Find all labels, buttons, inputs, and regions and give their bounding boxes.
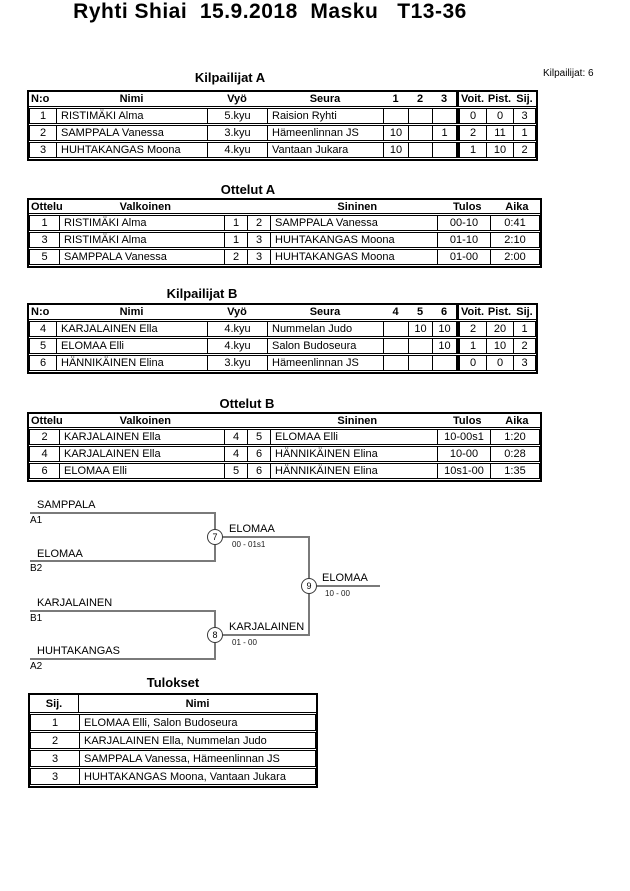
cell-result: 10s1-00 <box>438 464 491 478</box>
cell-m2: 10 <box>409 322 433 336</box>
cell-m2 <box>409 143 433 157</box>
cell-time: 1:35 <box>504 465 526 477</box>
section-title-matches-a: Ottelut A <box>220 182 276 197</box>
cell-m2 <box>409 356 433 370</box>
col-header-blue: Sininen <box>337 200 378 213</box>
section-title-results: Tulokset <box>146 675 200 690</box>
cell-name: SAMPPALA Vanessa, Hämeenlinnan JS <box>84 752 280 765</box>
cell-belt: 5.kyu <box>208 109 268 123</box>
col-header-m3: 3 <box>440 93 448 105</box>
bracket-line <box>30 658 216 660</box>
competitors-count: Kilpailijat: 6 <box>543 68 594 79</box>
bracket-seed-label: B2 <box>30 563 43 574</box>
col-header-blue: Sininen <box>337 414 378 427</box>
cell-place: 2 <box>521 144 528 156</box>
match-number-circle: 9 <box>301 578 317 594</box>
cell-name: RISTIMÄKI Alma <box>57 109 208 123</box>
cell-belt: 4.kyu <box>208 339 268 353</box>
cell-m3 <box>433 356 457 370</box>
col-header-spacer <box>228 414 251 427</box>
cell-m1 <box>384 339 409 353</box>
cell-blue-no: 6 <box>248 464 271 478</box>
col-header-club: Seura <box>309 93 341 105</box>
pool-a-header-row <box>29 92 536 107</box>
section-title-matches-b: Ottelut B <box>219 396 275 411</box>
result-row <box>30 750 316 767</box>
cell-match-no: 4 <box>30 447 60 461</box>
bracket-slot-name: ELOMAA <box>37 548 83 560</box>
cell-points: 10 <box>487 339 514 353</box>
col-header-result: Tulos <box>453 200 482 213</box>
match-number-circle: 8 <box>207 627 223 643</box>
col-header-match: Ottelu <box>31 200 63 213</box>
col-header-club: Seura <box>309 306 341 318</box>
cell-wins: 0 <box>457 356 487 370</box>
cell-points: 0 <box>487 109 514 123</box>
cell-belt: 3.kyu <box>208 356 268 370</box>
cell-blue-no: 5 <box>248 430 271 444</box>
cell-wins: 2 <box>457 126 487 140</box>
match-row <box>29 249 540 265</box>
cell-m2 <box>409 126 433 140</box>
pool-b-table <box>27 303 538 374</box>
cell-no: 1 <box>30 109 57 123</box>
cell-wins: 2 <box>457 322 487 336</box>
bracket-line <box>30 512 216 514</box>
col-header-spacer <box>228 200 251 213</box>
cell-time: 2:10 <box>504 234 526 246</box>
cell-name: SAMPPALA Vanessa <box>57 126 208 140</box>
cell-m1 <box>384 322 409 336</box>
cell-place: 3 <box>521 357 528 369</box>
cell-match-no: 1 <box>30 216 60 230</box>
cell-name: HÄNNIKÄINEN Elina <box>57 356 208 370</box>
cell-white-no: 1 <box>225 216 248 230</box>
cell-white: KARJALAINEN Ella <box>60 430 225 444</box>
cell-white: RISTIMÄKI Alma <box>60 233 225 247</box>
cell-place: 1 <box>31 715 80 730</box>
cell-blue-no: 3 <box>248 233 271 247</box>
col-header-m1: 1 <box>392 93 399 105</box>
cell-name: KARJALAINEN Ella <box>57 322 208 336</box>
competitor-row <box>29 142 536 158</box>
bracket-slot-name: SAMPPALA <box>37 499 96 511</box>
col-header-time: Aika <box>505 200 529 213</box>
col-header-m2: 2 <box>416 93 424 105</box>
result-row <box>30 732 316 749</box>
match-row <box>29 463 540 479</box>
page-title: Ryhti Shiai 15.9.2018 Masku T13-36 <box>73 0 467 23</box>
cell-wins: 0 <box>457 109 487 123</box>
cell-match-no: 3 <box>30 233 60 247</box>
cell-match-no: 5 <box>30 250 60 264</box>
cell-points: 20 <box>487 322 514 336</box>
cell-white-no: 5 <box>225 464 248 478</box>
col-header-place: Sij. <box>516 306 533 318</box>
col-header-m3: 6 <box>440 306 448 318</box>
cell-m1: 10 <box>384 143 409 157</box>
col-header-m1: 4 <box>392 306 399 318</box>
cell-blue: HÄNNIKÄINEN Elina <box>271 464 438 478</box>
bracket-winner-name: ELOMAA <box>229 523 275 535</box>
cell-white-no: 4 <box>225 447 248 461</box>
cell-club: Nummelan Judo <box>268 322 384 336</box>
competitor-row <box>29 338 536 354</box>
cell-place: 3 <box>31 769 80 784</box>
cell-no: 6 <box>30 356 57 370</box>
bracket-seed-label: A1 <box>30 515 43 526</box>
col-header-white: Valkoinen <box>119 200 171 213</box>
cell-place: 2 <box>31 733 80 748</box>
bracket-match-score: 10 - 00 <box>325 589 350 598</box>
cell-match-no: 6 <box>30 464 60 478</box>
cell-place: 3 <box>31 751 80 766</box>
bracket-winner-name: KARJALAINEN <box>229 621 305 633</box>
cell-points: 10 <box>487 143 514 157</box>
cell-club: Raision Ryhti <box>268 109 384 123</box>
cell-white: SAMPPALA Vanessa <box>60 250 225 264</box>
cell-blue: HÄNNIKÄINEN Elina <box>271 447 438 461</box>
col-header-spacer <box>251 414 274 427</box>
col-header-name: Nimi <box>119 93 144 105</box>
cell-points: 0 <box>487 356 514 370</box>
bracket-seed-label: A2 <box>30 661 43 672</box>
col-header-no: N:o <box>31 306 50 318</box>
matches-b-header-row <box>29 414 540 428</box>
col-header-wins: Voit. <box>456 92 486 106</box>
col-header-name: Nimi <box>119 306 144 318</box>
cell-result: 10-00 <box>438 447 491 461</box>
col-header-place: Sij. <box>516 93 533 105</box>
col-header-time: Aika <box>505 414 529 427</box>
cell-blue: SAMPPALA Vanessa <box>271 216 438 230</box>
cell-no: 3 <box>30 143 57 157</box>
cell-club: Salon Budoseura <box>268 339 384 353</box>
col-header-name: Nimi <box>185 697 210 710</box>
cell-white: ELOMAA Elli <box>60 464 225 478</box>
cell-blue-no: 2 <box>248 216 271 230</box>
col-header-result: Tulos <box>453 414 482 427</box>
cell-no: 4 <box>30 322 57 336</box>
col-header-m2: 5 <box>416 306 424 318</box>
bracket-match-score: 01 - 00 <box>232 638 257 647</box>
cell-white-no: 4 <box>225 430 248 444</box>
cell-club: Hämeenlinnan JS <box>268 356 384 370</box>
cell-place: 1 <box>521 127 528 139</box>
col-header-no: N:o <box>31 93 50 105</box>
cell-time: 0:28 <box>504 448 526 460</box>
competitor-row <box>29 355 536 371</box>
cell-wins: 1 <box>457 143 487 157</box>
bracket-seed-label: B1 <box>30 613 43 624</box>
bracket-slot-name: KARJALAINEN <box>37 597 113 609</box>
bracket-winner-name: ELOMAA <box>322 572 368 584</box>
col-header-spacer <box>251 200 274 213</box>
cell-club: Hämeenlinnan JS <box>268 126 384 140</box>
cell-m3: 1 <box>433 126 457 140</box>
cell-time: 0:41 <box>504 217 526 229</box>
cell-name: HUHTAKANGAS Moona <box>57 143 208 157</box>
match-row <box>29 215 540 231</box>
competitor-row <box>29 108 536 124</box>
bracket-line <box>216 536 309 538</box>
cell-belt: 4.kyu <box>208 322 268 336</box>
cell-m3 <box>433 109 457 123</box>
cell-place: 1 <box>521 323 528 335</box>
cell-time: 1:20 <box>504 431 526 443</box>
cell-result: 01-00 <box>438 250 491 264</box>
cell-m1: 10 <box>384 126 409 140</box>
cell-blue: ELOMAA Elli <box>271 430 438 444</box>
competitor-row <box>29 321 536 337</box>
cell-m2 <box>409 109 433 123</box>
cell-points: 11 <box>487 126 514 140</box>
cell-m3: 10 <box>433 322 457 336</box>
cell-white: RISTIMÄKI Alma <box>60 216 225 230</box>
pool-a-table <box>27 90 538 161</box>
col-header-match: Ottelu <box>31 414 63 427</box>
cell-match-no: 2 <box>30 430 60 444</box>
match-row <box>29 232 540 248</box>
col-header-wins: Voit. <box>456 305 486 319</box>
cell-result: 10-00s1 <box>438 430 491 444</box>
match-row <box>29 446 540 462</box>
competitor-row <box>29 125 536 141</box>
cell-m1 <box>384 356 409 370</box>
cell-blue: HUHTAKANGAS Moona <box>271 250 438 264</box>
cell-place: 3 <box>521 110 528 122</box>
cell-white-no: 2 <box>225 250 248 264</box>
cell-m2 <box>409 339 433 353</box>
cell-place: 2 <box>521 340 528 352</box>
results-header-row <box>30 695 316 713</box>
cell-m1 <box>384 109 409 123</box>
cell-club: Vantaan Jukara <box>268 143 384 157</box>
col-header-points: Pist. <box>487 306 512 318</box>
col-header-belt: Vyö <box>227 93 247 105</box>
pool-b-header-row <box>29 305 536 320</box>
bracket-line <box>309 585 380 587</box>
cell-result: 00-10 <box>438 216 491 230</box>
cell-white-no: 1 <box>225 233 248 247</box>
cell-m3: 10 <box>433 339 457 353</box>
col-header-belt: Vyö <box>227 306 247 318</box>
cell-name: HUHTAKANGAS Moona, Vantaan Jukara <box>84 770 286 783</box>
section-title-pool-b: Kilpailijat B <box>166 286 238 301</box>
cell-belt: 4.kyu <box>208 143 268 157</box>
bracket-line <box>30 610 216 612</box>
cell-wins: 1 <box>457 339 487 353</box>
cell-name: ELOMAA Elli, Salon Budoseura <box>84 716 238 729</box>
cell-result: 01-10 <box>438 233 491 247</box>
cell-blue: HUHTAKANGAS Moona <box>271 233 438 247</box>
cell-no: 2 <box>30 126 57 140</box>
matches-b-table <box>27 412 542 482</box>
cell-m3 <box>433 143 457 157</box>
match-number-circle: 7 <box>207 529 223 545</box>
cell-time: 2:00 <box>504 251 526 263</box>
cell-blue-no: 3 <box>248 250 271 264</box>
bracket-match-score: 00 - 01s1 <box>232 540 266 549</box>
cell-white: KARJALAINEN Ella <box>60 447 225 461</box>
section-title-pool-a: Kilpailijat A <box>194 70 266 85</box>
cell-blue-no: 6 <box>248 447 271 461</box>
bracket-slot-name: HUHTAKANGAS <box>37 645 120 657</box>
cell-no: 5 <box>30 339 57 353</box>
col-header-place: Sij. <box>30 695 79 712</box>
cell-belt: 3.kyu <box>208 126 268 140</box>
matches-a-header-row <box>29 200 540 214</box>
col-header-white: Valkoinen <box>119 414 171 427</box>
bracket-line <box>30 560 216 562</box>
bracket-line <box>216 634 309 636</box>
cell-name: ELOMAA Elli <box>57 339 208 353</box>
result-row <box>30 714 316 731</box>
cell-name: KARJALAINEN Ella, Nummelan Judo <box>84 734 267 747</box>
results-table <box>28 693 318 788</box>
col-header-points: Pist. <box>487 93 512 105</box>
match-row <box>29 429 540 445</box>
matches-a-table <box>27 198 542 268</box>
result-row <box>30 768 316 785</box>
